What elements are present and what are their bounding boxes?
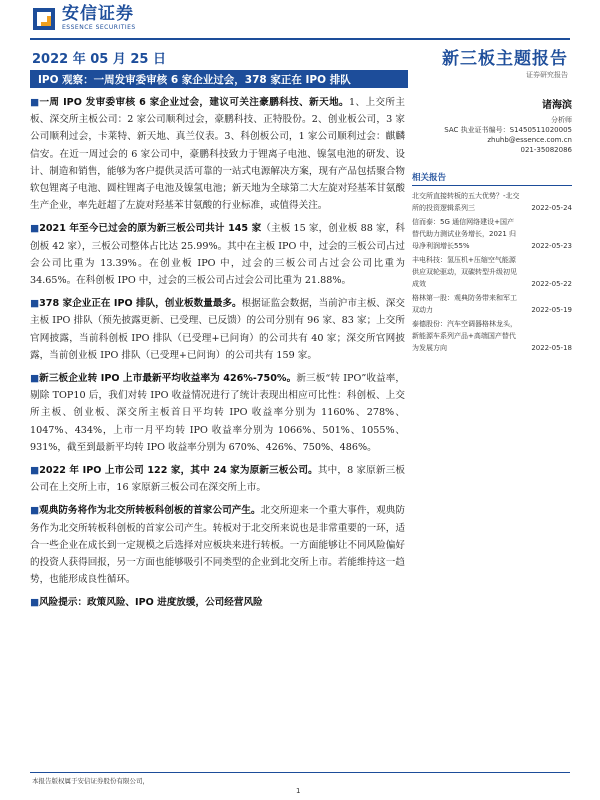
paragraph-text: 1、上交所主板、深交所主板公司：2 家公司顺利过会，豪鹏科技、正特股份。2、创业板公司，3 家公司顺利过会，卡莱特、新天地、真兰仪表。3、科创板公司，1 家公司顺利过会：麒麟信安。在近一周过会的 6 家公司中，豪鹏科技致力于锂离子电池、镍氢电池的研发、设计、制造和销售，能够为客户提供灵活可靠的一站式电源解决方案，现有产品包括聚合物软包锂离子电池、圆柱锂离子电池及镍氢电池；新天地为全球第二大左旋对羟基苯甘氨酸生产企业，率先赶超了左旋对羟基苯甘氨酸的行业标准，或值得关注。: [30, 97, 405, 212]
series-subtitle: 证券研究报告: [526, 71, 568, 79]
brand-name-cn: 安信证券: [62, 4, 134, 24]
paragraph-lead: 2021 年至今已过会的原为新三板公司共计 145 家: [39, 223, 262, 235]
related-report-title: 北交所直接转板的五大优势？-北交所的投资逻辑系列三: [412, 192, 520, 212]
analyst-email[interactable]: zhuhb@essence.com.cn: [487, 136, 572, 144]
footer-copyright: 本报告版权属于安信证券股份有限公司，: [32, 777, 149, 785]
related-report-item[interactable]: [412, 292, 572, 316]
paragraph-text: 新三板“转 IPO”收益率，剔除 TOP10 后，我们对转 IPO 收益情况进行了统计表现出相应可比性：科创板、上交所主板、创业板、深交所主板首日平均转 IPO 收益率分别为 1160%、278%、1047%、434%，上市一月平均转 IPO 收益率分别为 1066%、501%、1055%、931%，截至到最新平均转 IPO 收益率分别为 670%、426%、750%、486%。: [30, 373, 405, 453]
paragraph-lead: 一周 IPO 发审委审核 6 家企业过会，建议可关注豪鹏科技、新天地。: [39, 97, 350, 108]
bullet-square-icon: ■: [30, 97, 40, 108]
bullet-square-icon: ■: [30, 505, 40, 517]
related-report-date: 2022-05-19: [531, 306, 572, 314]
related-report-date: 2022-05-23: [531, 242, 572, 250]
body-paragraph-6: [30, 502, 405, 588]
body-paragraph-2: [30, 220, 405, 289]
paragraph-lead: 风险提示：政策风险、IPO 进度放缓，公司经营风险: [39, 597, 263, 609]
related-report-date: 2022-05-24: [531, 204, 572, 212]
related-report-item[interactable]: [412, 190, 572, 214]
related-report-title: 泰德股份：汽车空调器格林龙头，新能源车系列产品+高端国产替代为发展方向: [412, 320, 517, 352]
paragraph-text: 北交所迎来一个重大事件，观典防务作为北交所转板科创板的首家公司产生。转板对于北交所来说也是非常重要的一环，适合一些企业在成长到一定规模之后选择对应板块来进行转板。一方面能够让不同风险偏好的投资人获得回报，另一方面也能够吸引不同类型的企业到北交所上市。若能维持这一趋势，也能形成良性循环。: [30, 505, 406, 586]
bullet-square-icon: ■: [30, 298, 40, 310]
paragraph-lead: 378 家企业正在 IPO 排队，创业板数量最多。: [39, 298, 242, 310]
analyst-role: 分析师: [551, 116, 572, 124]
related-report-title: 丰电科技：氢压机+压缩空气能源供应双轮驱动，双碳转型升级初见成效: [412, 256, 517, 288]
related-report-title: 格林第一股：观典防务带来和军工双动力: [412, 294, 517, 314]
analyst-phone: 021-35082086: [520, 146, 572, 154]
related-report-item[interactable]: [412, 254, 572, 290]
body-paragraph-5: [30, 462, 405, 496]
related-reports-list: [412, 190, 572, 354]
page-number: 1: [296, 787, 301, 795]
related-report-date: 2022-05-22: [531, 280, 572, 288]
report-title-bar: IPO 观察：一周发审委审核 6 家企业过会，378 家正在 IPO 排队: [30, 70, 408, 88]
brand-logo: [32, 6, 136, 31]
related-report-item[interactable]: [412, 318, 572, 354]
bullet-square-icon: ■: [30, 223, 40, 235]
bullet-square-icon: ■: [30, 597, 40, 609]
brand-name-en: ESSENCE SECURITIES: [62, 24, 136, 31]
body-paragraph-1: [30, 94, 405, 214]
paragraph-text: 其中，8 家原新三板公司在上交所上市，16 家原新三板公司在深交所上市。: [30, 465, 405, 494]
related-report-item[interactable]: [412, 216, 572, 252]
analyst-sac: SAC 执业证书编号：S1450511020005: [444, 126, 572, 134]
analyst-name: 诸海滨: [542, 100, 572, 111]
header-divider: [30, 38, 570, 40]
footer-divider: [30, 772, 570, 773]
paragraph-lead: 观典防务将作为北交所转板科创板的首家公司产生。: [39, 505, 261, 517]
paragraph-lead: 新三板企业转 IPO 上市最新平均收益率为 426%-750%。: [39, 373, 297, 385]
body-paragraph-4: [30, 370, 405, 456]
bullet-square-icon: ■: [30, 465, 40, 477]
series-title: 新三板主题报告: [442, 49, 568, 69]
related-report-title: 信而泰：5G 通信网络建设+国产替代助力测试业务增长，2021 归母净利润增长55%: [412, 218, 517, 250]
report-body: [30, 94, 405, 618]
sidebar: [412, 96, 572, 356]
bullet-square-icon: ■: [30, 373, 40, 385]
paragraph-lead: 2022 年 IPO 上市公司 122 家，其中 24 家为原新三板公司。: [39, 465, 318, 477]
brand-logo-icon: [32, 7, 56, 31]
body-paragraph-3: [30, 295, 405, 364]
paragraph-text: （主板 15 家，创业板 88 家，科创板 42 家），三板公司整体占比达 25.99%。其中在主板 IPO 中，过会的三板公司占过会公司比重为 13.39%。在创业板 IPO 中，过会的三板公司占过会公司比重为 34.65%。在科创板 IPO 中，过会的三板公司占过会公司比重为 21.88%。: [30, 223, 405, 287]
related-reports-heading: 相关报告: [412, 171, 572, 186]
risk-warning: [30, 594, 405, 611]
report-date: 2022 年 05 月 25 日: [32, 52, 166, 67]
related-report-date: 2022-05-18: [531, 344, 572, 352]
paragraph-text: 根据证监会数据，当前沪市主板、深交主板 IPO 排队（预先披露更新、已受理、已反馈）的公司分别有 96 家、83 家；上交所官网披露，当前科创板 IPO 排队（已受理+已问询）的公司共有 40 家；深交所官网披露，当前创业板 IPO 排队（已受理+已问询）的公司共有 159 家。: [30, 298, 405, 361]
